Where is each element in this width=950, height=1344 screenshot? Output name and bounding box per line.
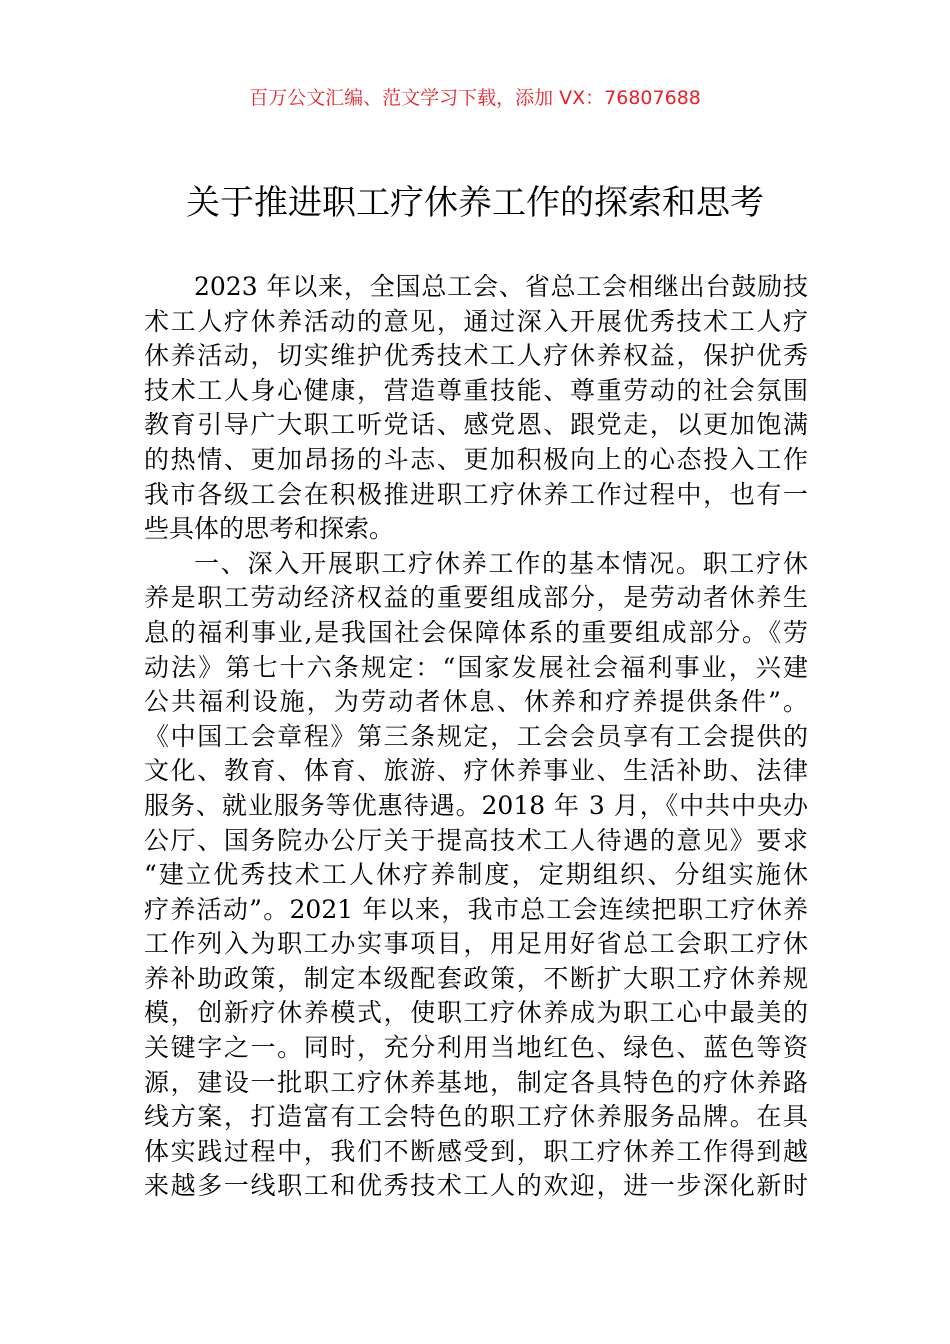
body-line: 疗养活动”。2021 年以来，我市总工会连续把职工疗休养 [144,894,808,924]
body-line: 动法》第七十六条规定：“国家发展社会福利事业，兴建 [144,652,808,682]
body-line: 公共福利设施，为劳动者休息、休养和疗养提供条件”。 [144,687,808,717]
body-line: 2023 年以来，全国总工会、省总工会相继出台鼓励技 [194,272,808,301]
body-line: 《中国工会章程》第三条规定，工会会员享有工会提供的 [144,721,808,751]
document-title: 关于推进职工疗休养工作的探索和思考 [186,183,764,223]
body-line: 一、深入开展职工疗休养工作的基本情况。职工疗休 [194,548,808,578]
body-line: 些具体的思考和探索。 [144,514,395,544]
body-line: 休养活动，切实维护优秀技术工人疗休养权益，保护优秀 [144,341,808,371]
body-line: 关键字之一。同时，充分利用当地红色、绿色、蓝色等资 [144,1033,808,1063]
body-line: 文化、教育、体育、旅游、疗休养事业、生活补助、法律 [144,756,808,786]
body-line: 体实践过程中，我们不断感受到，职工疗休养工作得到越 [144,1136,808,1166]
body-line: 的热情、更加昂扬的斗志、更加积极向上的心态投入工作 [144,444,808,474]
body-line: 养补助政策，制定本级配套政策，不断扩大职工疗休养规 [144,963,808,993]
body-line: 线方案，打造富有工会特色的职工疗休养服务品牌。在具 [144,1102,808,1132]
body-line: 教育引导广大职工听党话、感党恩、跟党走，以更加饱满 [144,410,808,440]
header-notice: 百万公文汇编、范文学习下载，添加 VX：76807688 [249,87,701,109]
body-line: 公厅、国务院办公厅关于提高技术工人待遇的意见》要求 [144,825,808,855]
document-body [144,270,808,1204]
body-line: 服务、就业服务等优惠待遇。2018 年 3 月，《中共中央办 [144,790,808,820]
body-line: 技术工人身心健康，营造尊重技能、尊重劳动的社会氛围 [144,375,808,405]
body-line: 工作列入为职工办实事项目，用足用好省总工会职工疗休 [144,929,808,959]
body-line: 息的福利事业,是我国社会保障体系的重要组成部分。《劳 [144,617,808,647]
body-line: 来越多一线职工和优秀技术工人的欢迎，进一步深化新时 [144,1171,808,1201]
body-line: 模，创新疗休养模式，使职工疗休养成为职工心中最美的 [144,998,808,1028]
body-line: 源，建设一批职工疗休养基地，制定各具特色的疗休养路 [144,1067,808,1097]
body-line: “建立优秀技术工人休疗养制度，定期组织、分组实施休 [144,860,808,890]
body-line: 养是职工劳动经济权益的重要组成部分，是劳动者休养生 [144,583,808,613]
body-line: 我市各级工会在积极推进职工疗休养工作过程中，也有一 [144,479,808,509]
body-line: 术工人疗休养活动的意见，通过深入开展优秀技术工人疗 [144,306,808,336]
